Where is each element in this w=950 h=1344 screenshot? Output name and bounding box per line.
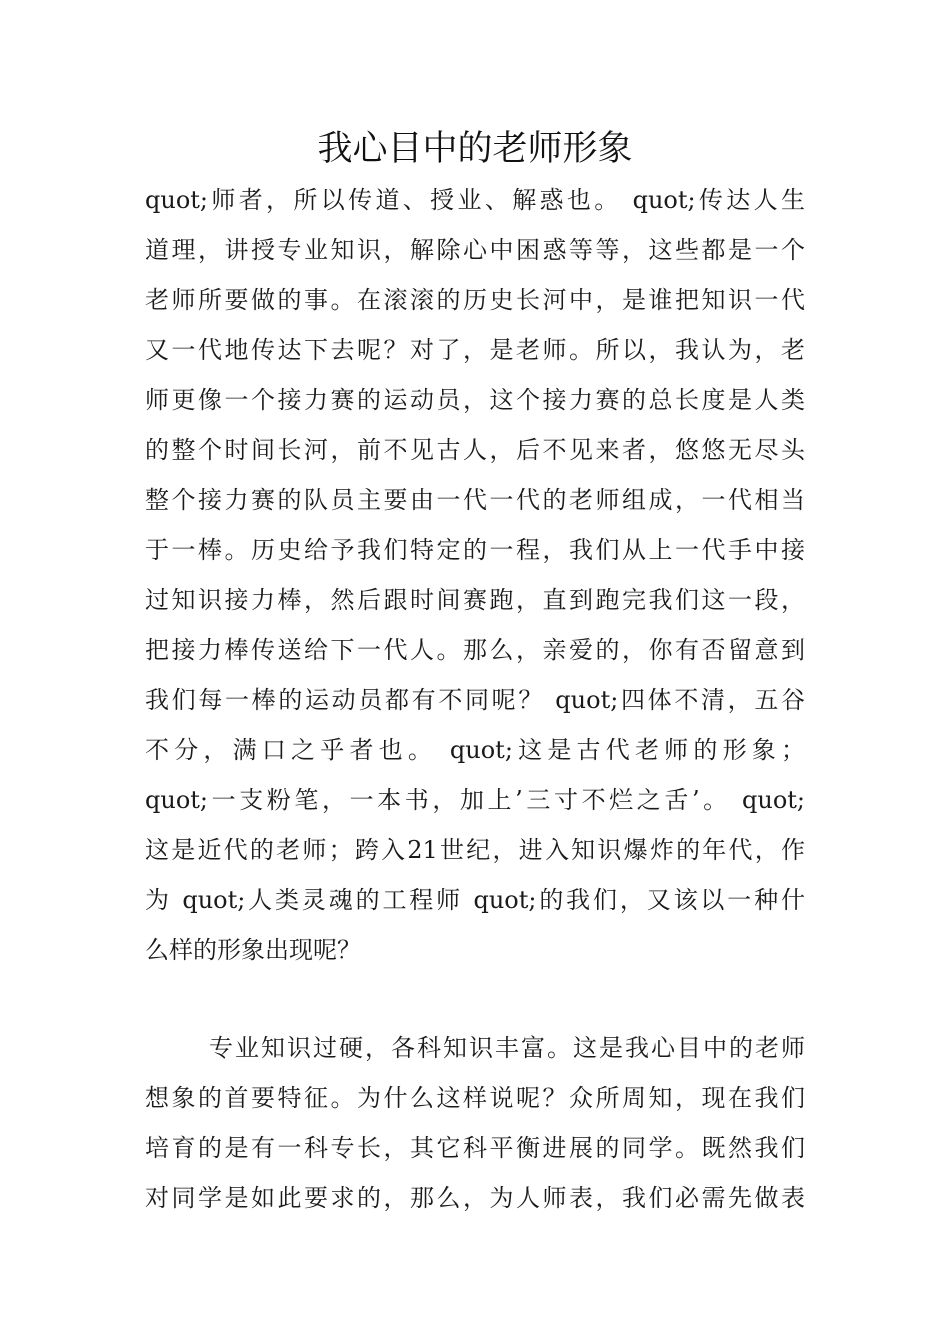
text-line: 又一代地传达下去呢？对了，是老师。所以，我认为，老 [145,336,805,364]
text-line: 师更像一个接力赛的运动员，这个接力赛的总长度是人类 [145,386,805,414]
text-line: 专业知识过硬，各科知识丰富。这是我心目中的老师 [209,1034,805,1062]
text-line: 的整个时间长河，前不见古人，后不见来者，悠悠无尽头 [145,436,805,464]
text-line: 么样的形象出现呢？ [145,936,361,964]
text-line: 把接力棒传送给下一代人。那么，亲爱的，你有否留意到 [145,636,805,664]
text-line: 对同学是如此要求的，那么，为人师表，我们必需先做表 [145,1184,805,1212]
text-line: quot;一支粉笔，一本书，加上’三寸不烂之舌’。 quot; [145,786,805,814]
text-line: 过知识接力棒，然后跟时间赛跑，直到跑完我们这一段， [145,586,805,614]
text-line: 老师所要做的事。在滚滚的历史长河中，是谁把知识一代 [145,286,805,314]
text-line: 道理，讲授专业知识，解除心中困惑等等，这些都是一个 [145,236,805,264]
text-line: 于一棒。历史给予我们特定的一程，我们从上一代手中接 [145,536,805,564]
text-line: quot;师者，所以传道、授业、解惑也。 quot;传达人生 [145,186,805,214]
text-line: 想象的首要特征。为什么这样说呢？众所周知，现在我们 [145,1084,805,1112]
page-title: 我心目中的老师形象 [317,129,633,169]
text-line: 我们每一棒的运动员都有不同呢？ quot;四体不清，五谷 [145,686,805,714]
text-line: 整个接力赛的队员主要由一代一代的老师组成，一代相当 [145,486,805,514]
text-line: 为 quot;人类灵魂的工程师 quot;的我们，又该以一种什 [145,886,805,914]
text-line: 培育的是有一科专长，其它科平衡进展的同学。既然我们 [145,1134,805,1162]
text-line: 不分，满口之乎者也。 quot;这是古代老师的形象； [145,736,805,764]
text-line: 这是近代的老师；跨入21世纪，进入知识爆炸的年代，作 [145,836,805,864]
